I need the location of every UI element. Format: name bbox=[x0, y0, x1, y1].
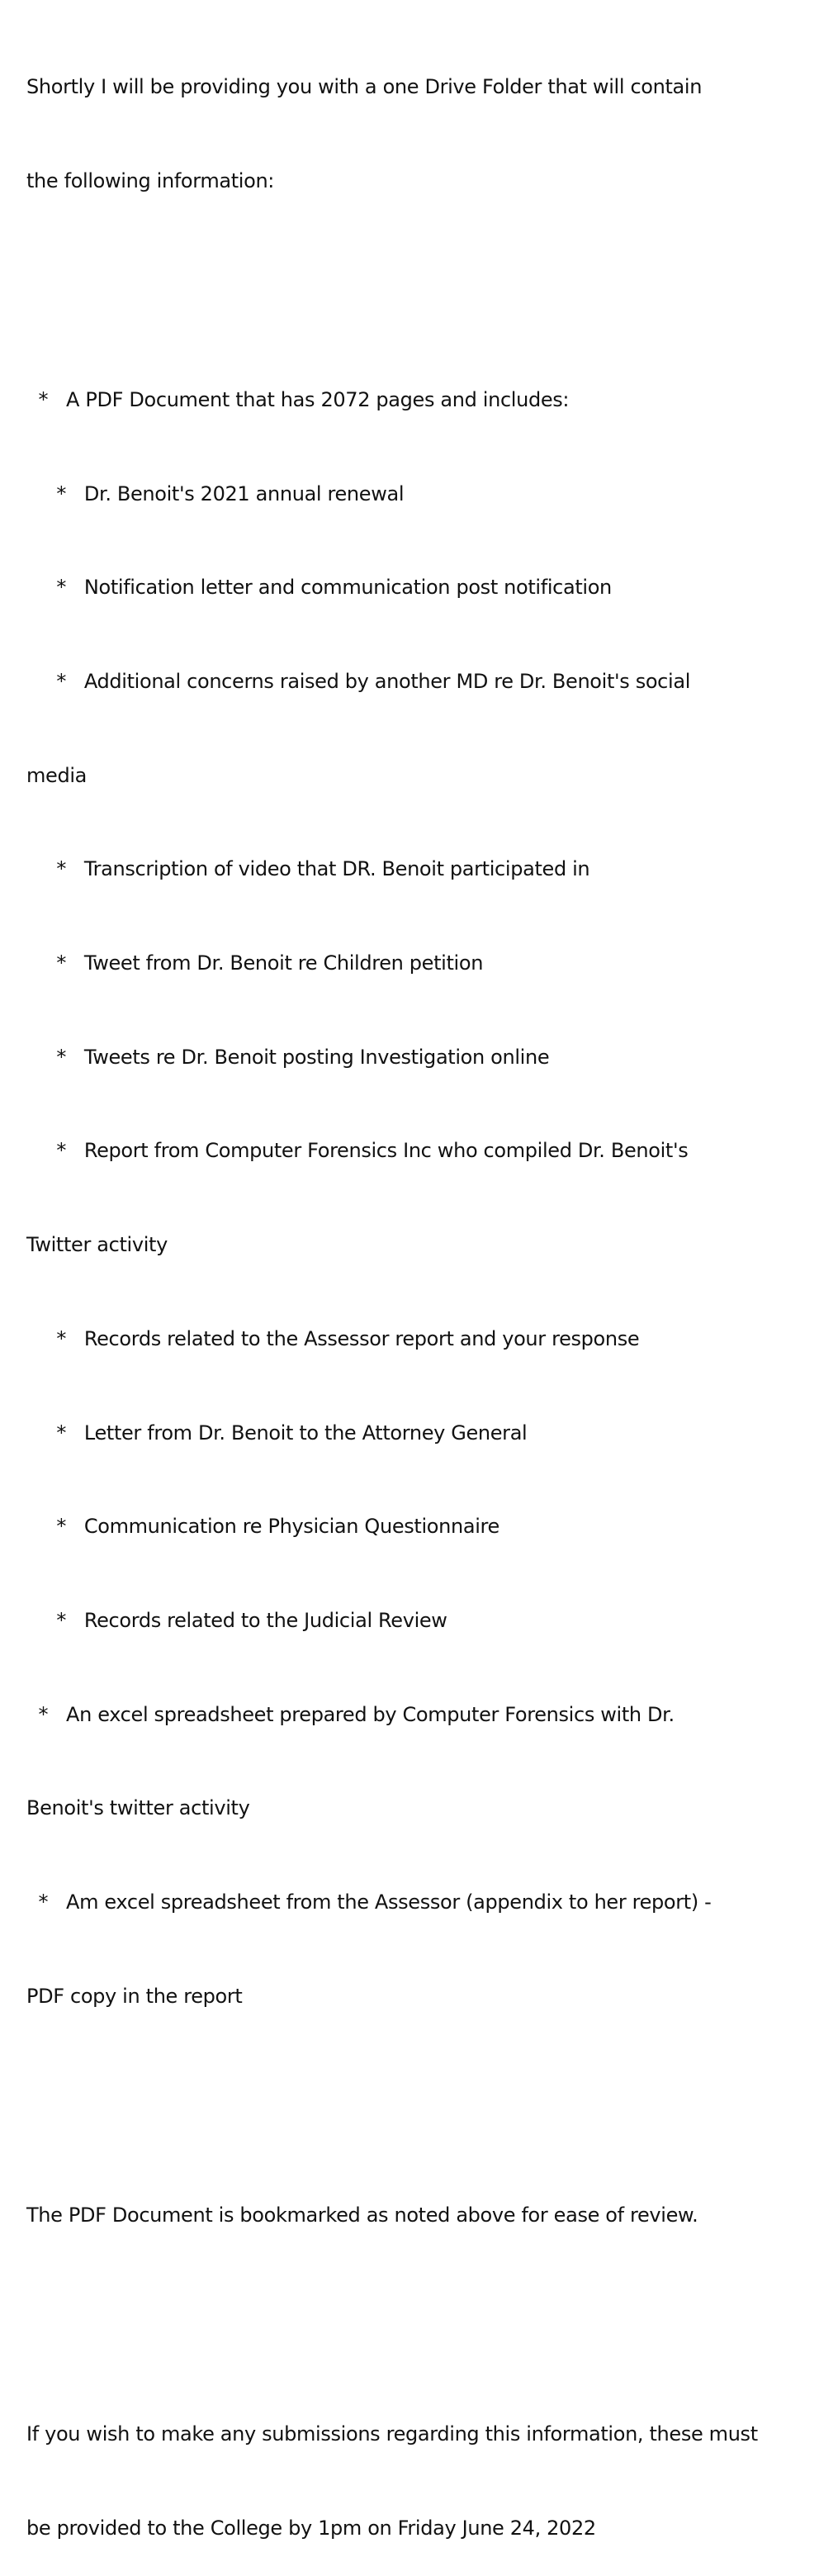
sub-bullet-tweets-investigation: * Tweets re Dr. Benoit posting Investigation online bbox=[26, 1045, 550, 1069]
sub-bullet-questionnaire: * Communication re Physician Questionnaire bbox=[26, 1515, 499, 1539]
bullet-excel-forensics-cont: Benoit's twitter activity bbox=[26, 1796, 250, 1820]
sub-bullet-transcription: * Transcription of video that DR. Benoit participated in bbox=[26, 857, 590, 881]
sub-bullet-attorney-letter: * Letter from Dr. Benoit to the Attorney General bbox=[26, 1421, 528, 1445]
bullet-excel-assessor-cont: PDF copy in the report bbox=[26, 1984, 243, 2008]
sub-bullet-judicial-review: * Records related to the Judicial Review bbox=[26, 1608, 447, 1632]
sub-bullet-tweet-petition: * Tweet from Dr. Benoit re Children petition bbox=[26, 951, 484, 975]
sub-bullet-forensics-report-cont: Twitter activity bbox=[26, 1233, 168, 1257]
bookmark-note: The PDF Document is bookmarked as noted above for ease of review. bbox=[26, 2204, 698, 2227]
bullet-excel-assessor: * Am excel spreadsheet from the Assessor (appendix to her report) - bbox=[26, 1890, 712, 1914]
blank-line bbox=[26, 2294, 811, 2326]
sub-bullet-additional-concerns-cont: media bbox=[26, 763, 88, 787]
intro-line-2: the following information: bbox=[26, 168, 275, 192]
closing-line-1: If you wish to make any submissions regarding this information, these must bbox=[26, 2422, 758, 2446]
bullet-pdf-document: * A PDF Document that has 2072 pages and includes: bbox=[26, 387, 570, 411]
intro-line-1: Shortly I will be providing you with a one Drive Folder that will contain bbox=[26, 74, 703, 98]
bullet-excel-forensics: * An excel spreadsheet prepared by Computer Forensics with Dr. bbox=[26, 1702, 675, 1726]
closing-line-2: be provided to the College by 1pm on Friday June 24, 2022 bbox=[26, 2517, 596, 2540]
email-body bbox=[26, 9, 811, 2576]
blank-line bbox=[26, 2106, 811, 2137]
sub-bullet-additional-concerns: * Additional concerns raised by another MD re Dr. Benoit's social bbox=[26, 669, 691, 693]
sub-bullet-notification-letter: * Notification letter and communication post notification bbox=[26, 576, 612, 600]
sub-bullet-assessor-records: * Records related to the Assessor report and your response bbox=[26, 1326, 640, 1350]
sub-bullet-annual-renewal: * Dr. Benoit's 2021 annual renewal bbox=[26, 482, 405, 505]
blank-line bbox=[26, 259, 811, 291]
sub-bullet-forensics-report: * Report from Computer Forensics Inc who compiled Dr. Benoit's bbox=[26, 1139, 689, 1163]
